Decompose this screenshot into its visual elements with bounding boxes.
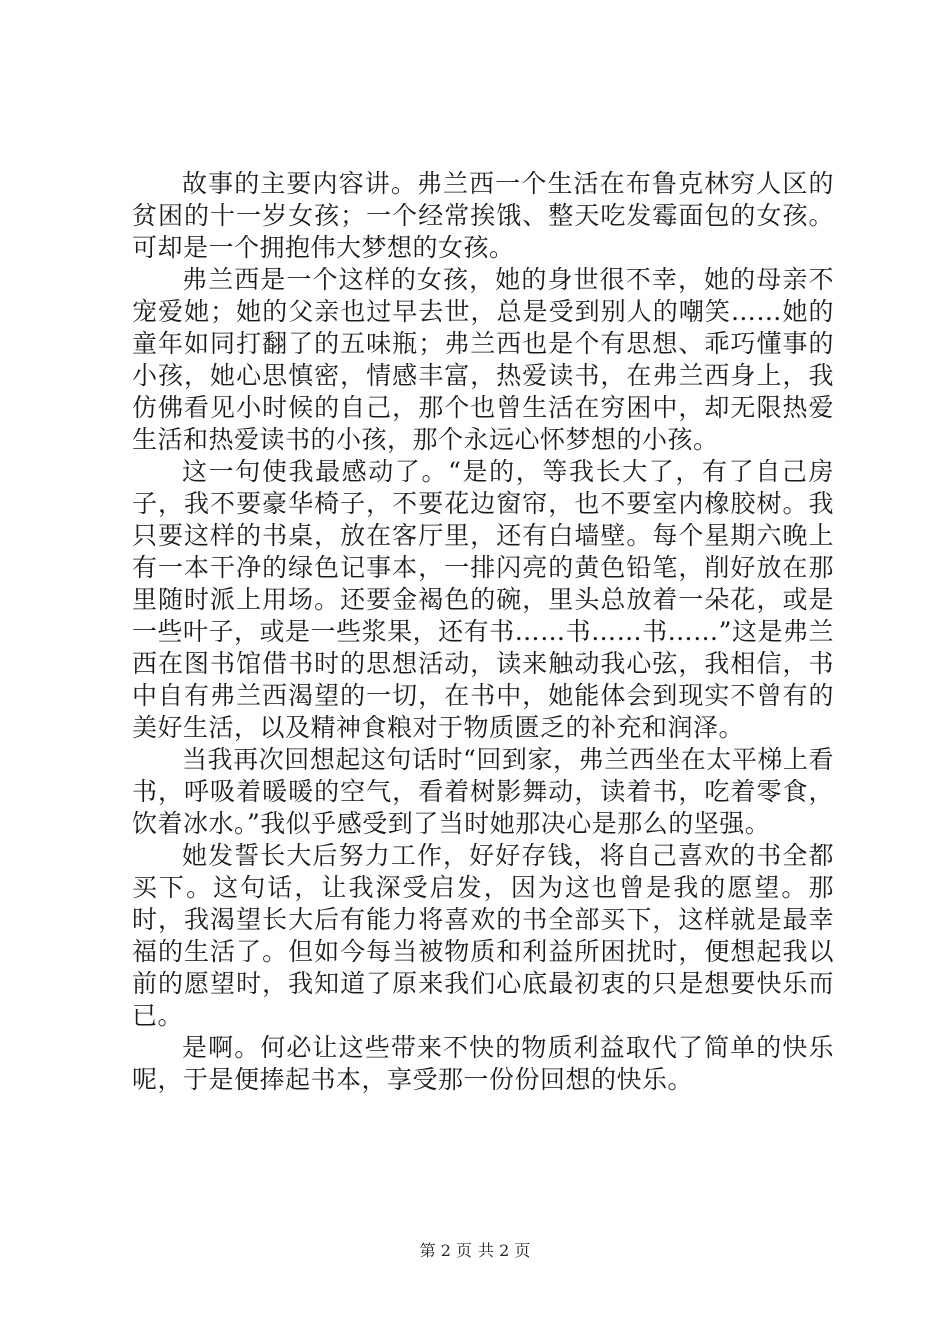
paragraph-2: 弗兰西是一个这样的女孩，她的身世很不幸，她的母亲不宠爱她；她的父亲也过早去世，总是受到别人的嘲笑……她的童年如同打翻了的五味瓶；弗兰西也是个有思想、乖巧懂事的小孩，她心思慎密，情感丰富，热爱读书，在弗兰西身上，我仿佛看见小时候的自己，那个也曾生活在穷困中，却无限热爱生活和热爱读书的小孩，那个永远心怀梦想的小孩。: [132, 265, 834, 454]
paragraph-1: 故事的主要内容讲。弗兰西一个生活在布鲁克林穷人区的贫困的十一岁女孩；一个经常挨饿、整天吃发霉面包的女孩。可却是一个拥抱伟大梦想的女孩。: [132, 169, 834, 262]
paragraph-6: 是啊。何必让这些带来不快的物质利益取代了简单的快乐呢，于是便捧起书本，享受那一份份回想的快乐。: [132, 1033, 834, 1094]
paragraph-5: 她发誓长大后努力工作，好好存钱，将自己喜欢的书全都买下。这句话，让我深受启发，因为这也曾是我的愿望。那时，我渴望长大后有能力将喜欢的书全部买下，这样就是最幸福的生活了。但如今每当被物质和利益所困扰时，便想起我以前的愿望时，我知道了原来我们心底最初衷的只是想要快乐而已。: [132, 841, 834, 1030]
page-number: 第 2 页: [419, 1241, 472, 1260]
page-footer: [0, 1241, 950, 1261]
paragraph-4: 当我再次回想起这句话时“回到家，弗兰西坐在太平梯上看书，呼吸着暖暖的空气，看着树影舞动，读着书，吃着零食，饮着冰水。”我似乎感受到了当时她那决心是那么的坚强。: [132, 745, 834, 838]
page-total: 共 2 页: [478, 1241, 531, 1260]
document-body: [132, 168, 834, 1096]
paragraph-3: 这一句使我最感动了。“是的，等我长大了，有了自己房子，我不要豪华椅子，不要花边窗帘，也不要室内橡胶树。我只要这样的书桌，放在客厅里，还有白墙壁。每个星期六晚上有一本干净的绿色记事本，一排闪亮的黄色铅笔，削好放在那里随时派上用场。还要金褐色的碗，里头总放着一朵花，或是一些叶子，或是一些浆果，还有书……书……书……”这是弗兰西在图书馆借书时的思想活动，读来触动我心弦，我相信，书中自有弗兰西渴望的一切，在书中，她能体会到现实不曾有的美好生活，以及精神食粮对于物质匮乏的补充和润泽。: [132, 457, 834, 742]
